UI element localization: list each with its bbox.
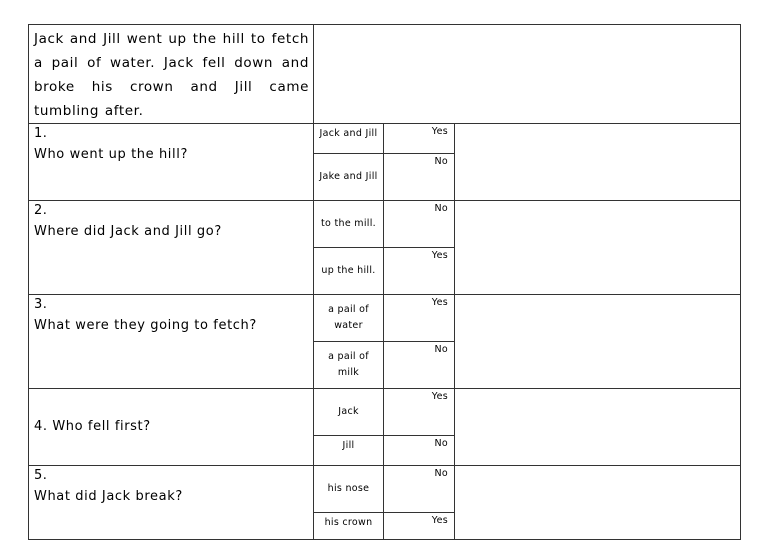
story-blank-cell	[314, 25, 741, 124]
question-3-row-a	[29, 295, 741, 342]
q2-option-2: up the hill.	[314, 248, 384, 295]
q3-option-1-mark: Yes	[384, 295, 455, 342]
comprehension-table	[28, 24, 741, 540]
question-1-number: 1.	[34, 126, 48, 141]
q1-blank-cell	[455, 124, 741, 201]
q1-option-1-mark: Yes	[384, 124, 455, 154]
q2-option-1-mark: No	[384, 201, 455, 248]
question-5-text: What did Jack break?	[34, 489, 183, 504]
q2-blank-cell	[455, 201, 741, 295]
q4-option-1-mark: Yes	[384, 389, 455, 436]
story-row	[29, 25, 741, 124]
question-5-number: 5.	[34, 468, 48, 483]
question-1-row-a	[29, 124, 741, 154]
q4-option-1: Jack	[314, 389, 384, 436]
q3-option-2: a pail of milk	[314, 342, 384, 389]
question-3-text: What were they going to fetch?	[34, 318, 257, 333]
question-4-row-a	[29, 389, 741, 436]
question-2-number: 2.	[34, 203, 48, 218]
question-4	[29, 389, 314, 466]
q1-option-2: Jake and Jill	[314, 154, 384, 201]
q5-option-1-mark: No	[384, 466, 455, 513]
q2-option-2-mark: Yes	[384, 248, 455, 295]
q5-blank-cell	[455, 466, 741, 540]
question-3-number: 3.	[34, 297, 48, 312]
q2-option-1: to the mill.	[314, 201, 384, 248]
question-5-row-a	[29, 466, 741, 513]
question-4-text: 4. Who fell first?	[34, 419, 151, 434]
q5-option-2: his crown	[314, 513, 384, 540]
question-1	[29, 124, 314, 201]
worksheet	[28, 24, 740, 528]
q3-option-2-mark: No	[384, 342, 455, 389]
q4-option-2: Jill	[314, 436, 384, 466]
q3-option-1: a pail of water	[314, 295, 384, 342]
story-text: Jack and Jill went up the hill to fetch a pail of water. Jack fell down and broke his crown and Jill came tumbling after.	[29, 25, 314, 124]
q4-blank-cell	[455, 389, 741, 466]
q1-option-2-mark: No	[384, 154, 455, 201]
q4-option-2-mark: No	[384, 436, 455, 466]
q5-option-1: his nose	[314, 466, 384, 513]
question-2-text: Where did Jack and Jill go?	[34, 224, 222, 239]
question-2-row-a	[29, 201, 741, 248]
q5-option-2-mark: Yes	[384, 513, 455, 540]
q1-option-1: Jack and Jill	[314, 124, 384, 154]
question-5	[29, 466, 314, 540]
question-2	[29, 201, 314, 295]
question-1-text: Who went up the hill?	[34, 147, 188, 162]
question-3	[29, 295, 314, 389]
q3-blank-cell	[455, 295, 741, 389]
